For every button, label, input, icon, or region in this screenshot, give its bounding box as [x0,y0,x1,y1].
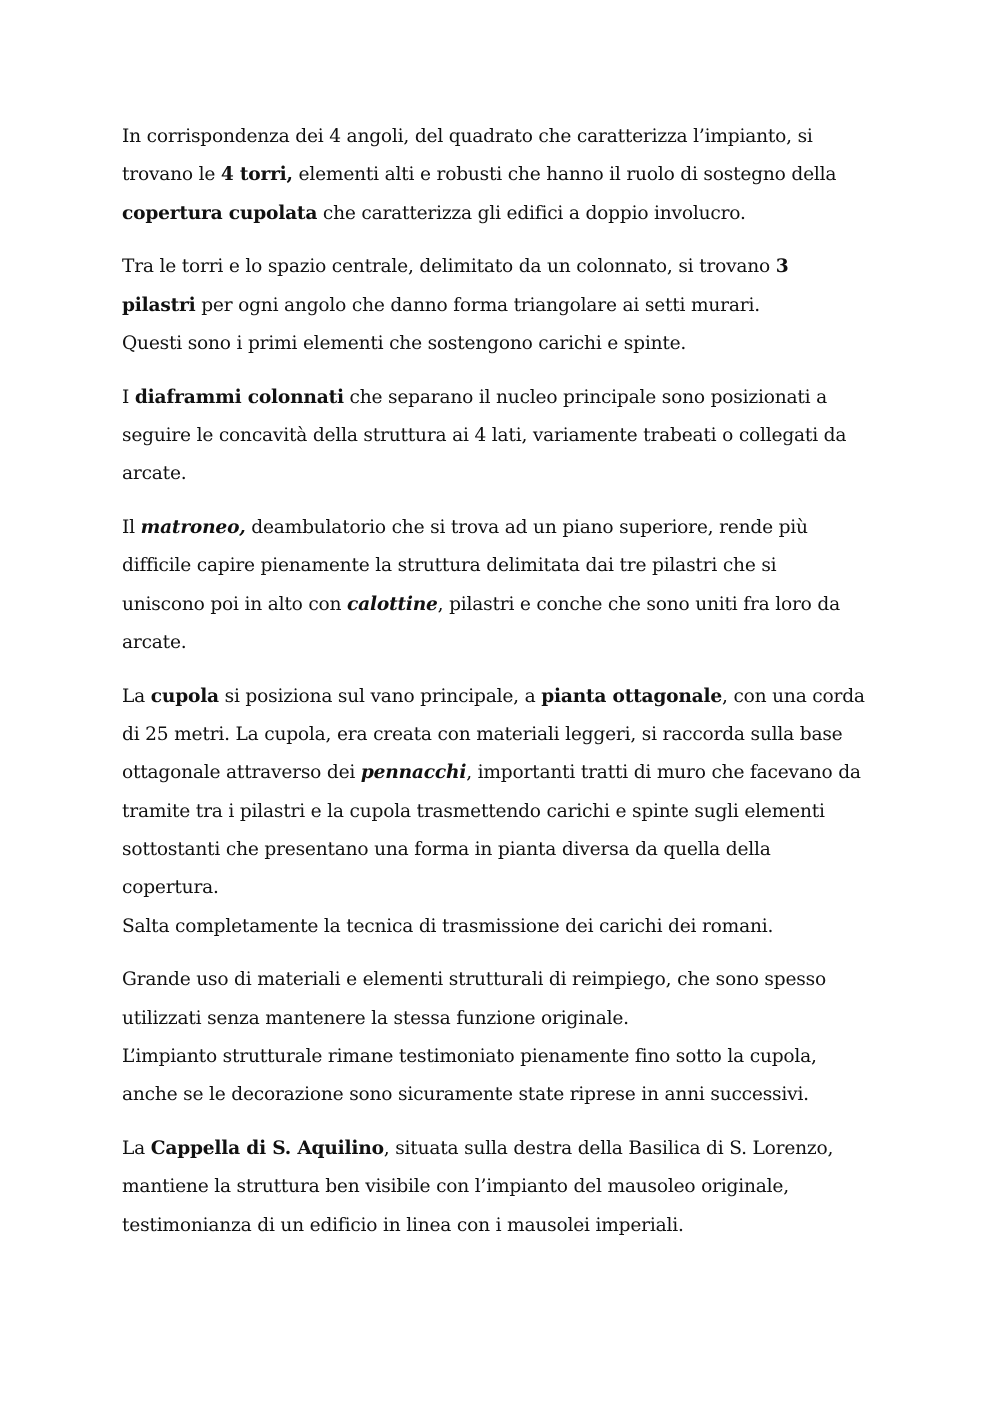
text-line [122,248,892,286]
text-run: tramite tra i pilastri e la cupola trasmettendo carichi e spinte sugli elementi [122,800,825,822]
text-run: , situata sulla destra della Basilica di S. Lorenzo, [383,1138,834,1160]
text-run: uniscono poi in alto con [122,593,348,615]
text-line [122,624,892,662]
text-run: Salta completamente la tecnica di trasmissione dei carichi dei romani. [122,915,774,937]
text-run: La [122,1138,151,1160]
text-line [122,1168,892,1206]
bold-italic-run [347,594,438,615]
emphasis-text: matroneo, [140,517,246,539]
bold-run: Cappella di S. Aquilino [150,1138,384,1160]
text-line [122,1000,892,1038]
paragraph [122,248,892,363]
text-line [122,1076,892,1114]
text-line [122,379,892,417]
bold-run: cupola [150,685,219,707]
text-line [122,586,892,624]
text-line [122,509,892,547]
document-page [122,118,892,1261]
bold-run: copertura cupolata [122,202,318,224]
bold-italic-run [141,517,246,538]
text-run: Il [122,517,141,539]
text-run: Questi sono i primi elementi che sostengono carichi e spinte. [122,332,687,354]
text-run: copertura. [122,877,219,899]
text-run: L’impianto strutturale rimane testimoniato pienamente fino sotto la cupola, [122,1046,817,1068]
text-run: , con una corda [722,685,865,707]
text-run: di 25 metri. La cupola, era creata con materiali leggeri, si raccorda sulla base [122,724,843,746]
text-run: seguire le concavità della struttura ai 4 lati, variamente trabeati o collegati da [122,425,847,447]
emphasis-text: pennacchi [360,762,467,784]
text-line [122,156,892,194]
text-run: sottostanti che presentano una forma in pianta diversa da quella della [122,839,771,861]
text-line [122,455,892,493]
text-line [122,417,892,455]
text-run: che caratterizza gli edifici a doppio involucro. [317,202,746,224]
paragraph [122,118,892,233]
text-line [122,961,892,999]
text-run: I [122,386,135,408]
bold-italic-run [361,762,466,783]
text-run: , pilastri e conche che sono uniti fra loro da [437,593,840,615]
text-line [122,793,892,831]
paragraph [122,961,892,1114]
text-run: , importanti tratti di muro che facevano da [466,762,861,784]
text-run: La [122,685,151,707]
text-line [122,831,892,869]
paragraph [122,1130,892,1245]
text-line [122,869,892,907]
text-line [122,908,892,946]
bold-run: pianta ottagonale [541,685,723,707]
text-line [122,1207,892,1245]
text-run: trovano le [122,164,221,186]
text-line [122,547,892,585]
text-run: testimonianza di un edificio in linea con i mausolei imperiali. [122,1214,684,1236]
bold-run: diaframmi colonnati [134,386,344,408]
emphasis-text: calottine [347,593,438,615]
text-line [122,325,892,363]
text-line [122,1038,892,1076]
text-line [122,195,892,233]
text-run: Grande uso di materiali e elementi strutturali di reimpiego, che sono spesso [122,969,826,991]
text-run: ottagonale attraverso dei [122,762,361,784]
text-run: difficile capire pienamente la struttura delimitata dai tre pilastri che si [122,555,777,577]
text-run: arcate. [122,463,187,485]
bold-run: 4 torri, [220,164,293,186]
text-line [122,754,892,792]
bold-run: pilastri [122,294,196,316]
text-run: deambulatorio che si trova ad un piano superiore, rende più [245,517,808,539]
text-run: arcate. [122,632,187,654]
paragraph [122,678,892,946]
text-line [122,716,892,754]
paragraph [122,509,892,662]
text-run: che separano il nucleo principale sono posizionati a [343,386,827,408]
text-line [122,678,892,716]
text-run: Tra le torri e lo spazio centrale, delimitato da un colonnato, si trovano [122,256,776,278]
paragraph [122,379,892,494]
text-line [122,287,892,325]
text-run: mantiene la struttura ben visibile con l’impianto del mausoleo originale, [122,1176,789,1198]
text-line [122,118,892,156]
text-line [122,1130,892,1168]
text-run: per ogni angolo che danno forma triangolare ai setti murari. [195,294,760,316]
text-run: In corrispondenza dei 4 angoli, del quadrato che caratterizza l’impianto, si [122,126,813,147]
text-run: utilizzati senza mantenere la stessa funzione originale. [122,1007,629,1029]
text-run: si posiziona sul vano principale, a [218,685,542,707]
text-run: elementi alti e robusti che hanno il ruolo di sostegno della [292,164,837,186]
text-run: anche se le decorazione sono sicuramente state riprese in anni successivi. [122,1084,809,1106]
bold-run: 3 [775,256,789,278]
